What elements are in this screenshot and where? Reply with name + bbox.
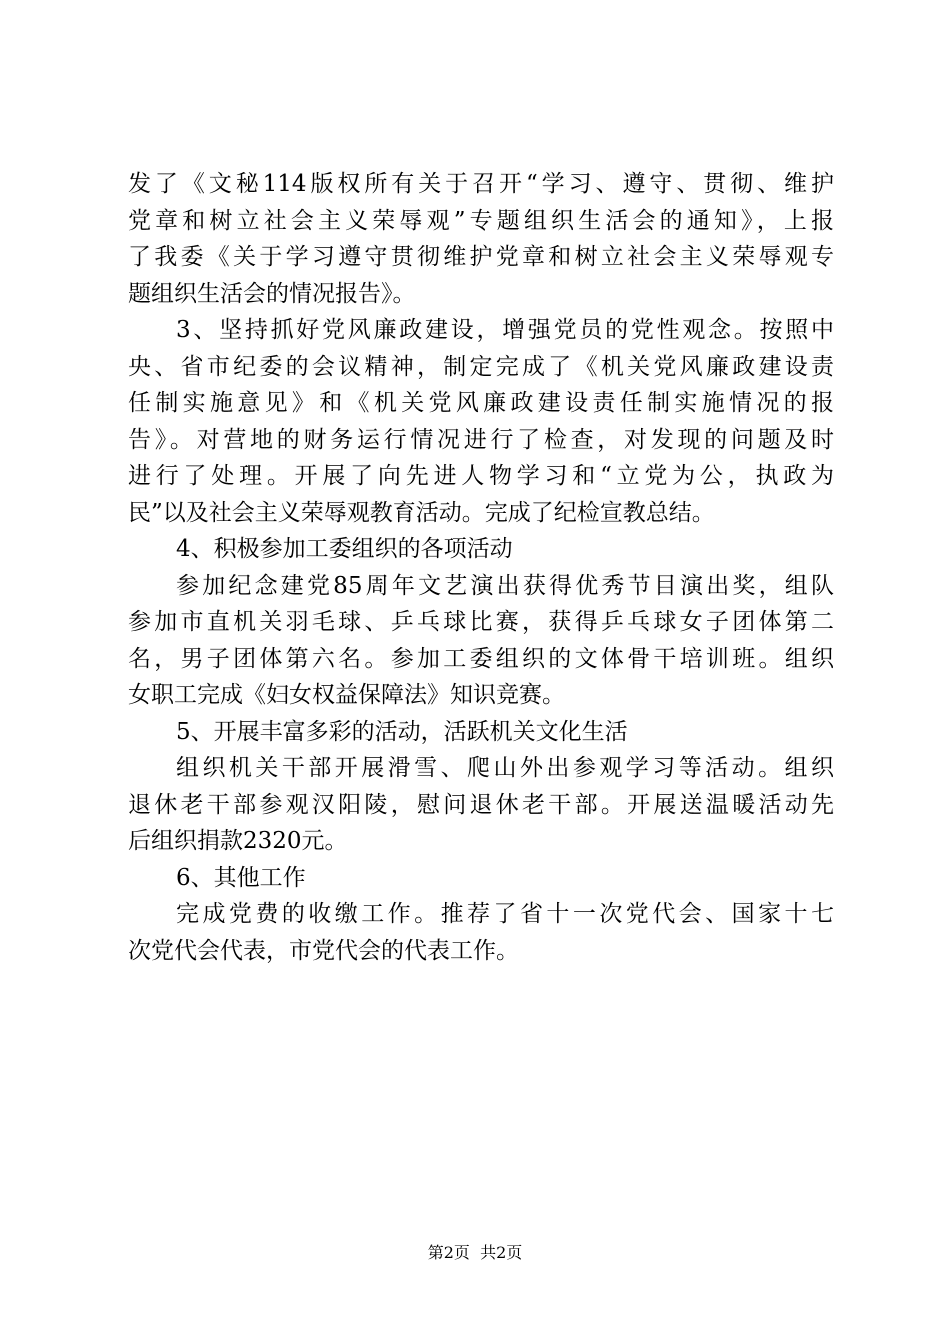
text-line: 告》。对营地的财务运行情况进行了检查，对发现的问题及时 [128,426,834,453]
text-line: 5、开展丰富多彩的活动，活跃机关文化生活 [176,718,628,745]
text-line: 3、坚持抓好党风廉政建设，增强党员的党性观念。按照中 [176,317,834,343]
text-line: 任制实施意见》和《机关党风廉政建设责任制实施情况的报 [128,390,834,416]
document-body [128,166,834,969]
text-line: 党章和树立社会主义荣辱观”专题组织生活会的通知》，上报 [128,207,834,234]
text-line: 央、省市纪委的会议精神，制定完成了《机关党风廉政建设责 [128,353,834,380]
text-line: 次党代会代表，市党代会的代表工作。 [128,937,519,964]
text-line: 名，男子团体第六名。参加工委组织的文体骨干培训班。组织 [128,645,834,672]
text-line: 退休老干部参观汉阳陵，慰问退休老干部。开展送温暖活动先 [128,791,834,818]
text-line: 发了《文秘114版权所有关于召开“学习、遵守、贯彻、维护 [128,171,834,197]
page-footer [0,1242,950,1264]
text-line: 了我委《关于学习遵守贯彻维护党章和树立社会主义荣辱观专 [128,244,834,270]
text-line: 题组织生活会的情况报告》。 [128,280,416,307]
text-line: 6、其他工作 [176,864,306,891]
page-number-label: 第2页 共2页 [427,1243,523,1262]
text-line: 后组织捐款2320元。 [128,828,348,854]
text-line: 完成党费的收缴工作。推荐了省十一次党代会、国家十七 [176,901,834,927]
text-line: 4、积极参加工委组织的各项活动 [176,536,513,562]
text-line: 进行了处理。开展了向先进人物学习和“立党为公，执政为 [128,463,834,489]
text-line: 组织机关干部开展滑雪、爬山外出参观学习等活动。组织 [176,755,834,781]
text-line: 参加市直机关羽毛球、乒乓球比赛，获得乒乓球女子团体第二 [128,609,834,635]
text-line: 女职工完成《妇女权益保障法》知识竞赛。 [128,682,565,708]
text-line: 参加纪念建党85周年文艺演出获得优秀节目演出奖，组队 [176,572,834,599]
text-line: 民”以及社会主义荣辱观教育活动。完成了纪检宣教总结。 [128,499,715,526]
